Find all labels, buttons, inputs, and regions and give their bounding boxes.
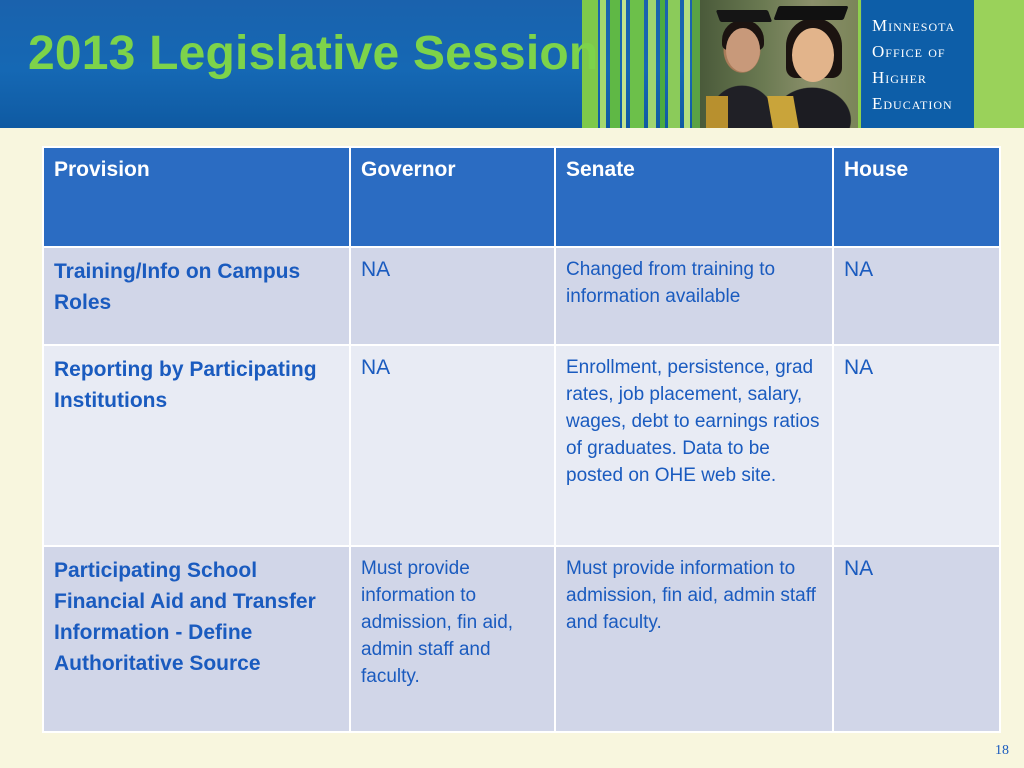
slide-title: 2013 Legislative Session [28, 27, 599, 80]
table-row [43, 345, 1000, 546]
governor-cell: Must provide information to admission, fin aid, admin staff and faculty. [350, 546, 555, 732]
provision-cell: Participating School Financial Aid and Transfer Information - Define Authoritative Source [43, 546, 350, 732]
senate-cell: Enrollment, persistence, grad rates, job placement, salary, wages, debt to earnings ratios of graduates. Data to be posted on OHE web site. [555, 345, 833, 546]
column-header-provision: Provision [43, 147, 350, 247]
divider-bar [858, 0, 861, 128]
table-row [43, 247, 1000, 345]
right-accent [974, 0, 1024, 128]
senate-cell: Changed from training to information available [555, 247, 833, 345]
header-banner [0, 0, 1024, 128]
house-cell: NA [833, 247, 1000, 345]
provision-cell: Reporting by Participating Institutions [43, 345, 350, 546]
governor-cell: NA [350, 345, 555, 546]
column-header-house: House [833, 147, 1000, 247]
column-header-governor: Governor [350, 147, 555, 247]
house-cell: NA [833, 345, 1000, 546]
graduates-photo [700, 0, 860, 128]
page-number: 18 [995, 743, 1009, 758]
logo-line-1: Minnesota [872, 16, 956, 35]
decorative-stripes [582, 0, 702, 128]
table-row [43, 546, 1000, 732]
house-cell: NA [833, 546, 1000, 732]
column-header-senate: Senate [555, 147, 833, 247]
table-header-row [43, 147, 1000, 247]
logo-line-4: Education [872, 94, 953, 113]
provision-cell: Training/Info on Campus Roles [43, 247, 350, 345]
ohe-logo [862, 0, 974, 128]
governor-cell: NA [350, 247, 555, 345]
senate-cell: Must provide information to admission, fin aid, admin staff and faculty. [555, 546, 833, 732]
logo-line-3: Higher [872, 68, 927, 87]
provision-table [42, 146, 999, 733]
logo-line-2: Office of [872, 42, 946, 61]
